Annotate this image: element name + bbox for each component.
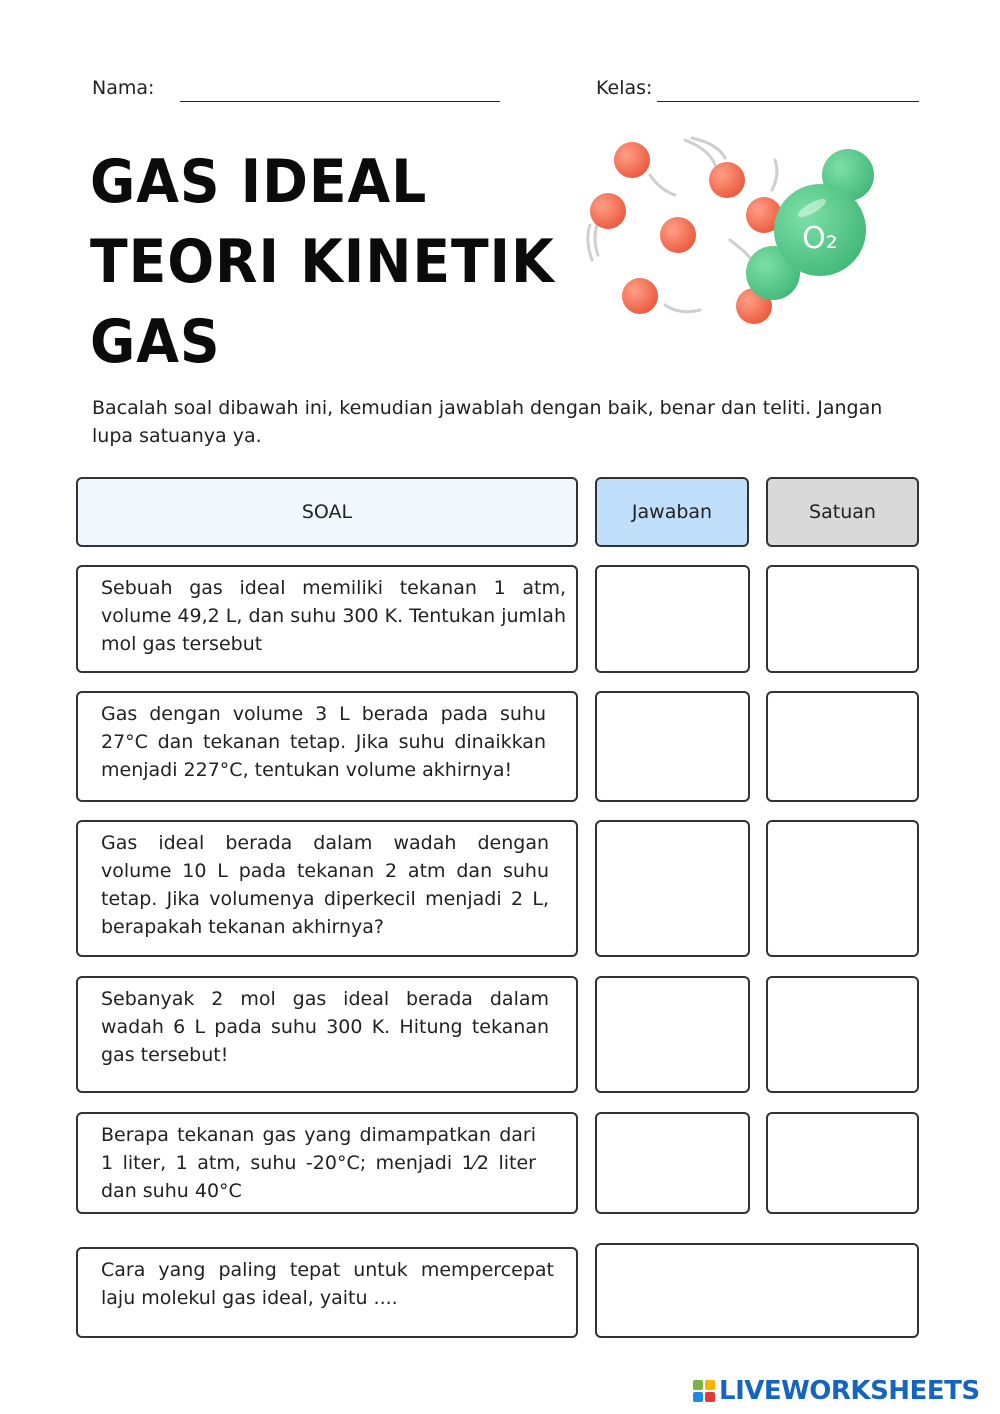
instruction-text: Bacalah soal dibawah ini, kemudian jawablah dengan baik, benar dan teliti. Jangan lupa satuanya ya. bbox=[92, 397, 883, 447]
title-line-2: TEORI KINETIK bbox=[90, 227, 555, 297]
header-satuan: Satuan bbox=[766, 477, 919, 547]
question-3: Gas ideal berada dalam wadah dengan volume 10 L pada tekanan 2 atm dan suhu tetap. Jika volumenya diperkecil menjadi 2 L, berapakah tekanan akhirnya? bbox=[76, 820, 578, 957]
question-1: Sebuah gas ideal memiliki tekanan 1 atm, volume 49,2 L, dan suhu 300 K. Tentukan jumlah mol gas tersebut bbox=[76, 565, 578, 673]
particle-group bbox=[590, 142, 782, 324]
answer-input-6[interactable] bbox=[595, 1243, 919, 1338]
question-2: Gas dengan volume 3 L berada pada suhu 27°C dan tekanan tetap. Jika suhu dinaikkan menjadi 227°C, tentukan volume akhirnya! bbox=[76, 691, 578, 802]
particle bbox=[590, 193, 626, 229]
unit-input-1[interactable] bbox=[766, 565, 919, 673]
particle bbox=[614, 142, 650, 178]
brand-text: LIVEWORKSHEETS bbox=[719, 1376, 980, 1406]
gas-particles-illustration bbox=[580, 130, 880, 340]
question-5: Berapa tekanan gas yang dimampatkan dari 1 liter, 1 atm, suhu -20°C; menjadi 1⁄2 liter dan suhu 40°C bbox=[76, 1112, 578, 1214]
class-label: Kelas: bbox=[596, 77, 653, 99]
answer-input-2[interactable] bbox=[595, 691, 750, 802]
header-soal: SOAL bbox=[76, 477, 578, 547]
unit-input-5[interactable] bbox=[766, 1112, 919, 1214]
name-label: Nama: bbox=[92, 77, 155, 99]
page-title bbox=[90, 142, 570, 382]
liveworksheets-icon bbox=[692, 1379, 716, 1403]
answer-input-5[interactable] bbox=[595, 1112, 750, 1214]
title-line-1: GAS IDEAL bbox=[90, 147, 428, 217]
title-line-3: GAS bbox=[90, 307, 221, 377]
question-6: Cara yang paling tepat untuk mempercepat laju molekul gas ideal, yaitu .... bbox=[76, 1247, 578, 1338]
question-4: Sebanyak 2 mol gas ideal berada dalam wadah 6 L pada suhu 300 K. Hitung tekanan gas tersebut! bbox=[76, 976, 578, 1093]
unit-input-3[interactable] bbox=[766, 820, 919, 957]
particle bbox=[622, 278, 658, 314]
unit-input-4[interactable] bbox=[766, 976, 919, 1093]
particle bbox=[660, 217, 696, 253]
molecule-label: O₂ bbox=[802, 221, 838, 256]
name-input-line[interactable] bbox=[180, 101, 500, 102]
answer-input-3[interactable] bbox=[595, 820, 750, 957]
answer-input-1[interactable] bbox=[595, 565, 750, 673]
particle bbox=[709, 162, 745, 198]
answer-input-4[interactable] bbox=[595, 976, 750, 1093]
class-input-line[interactable] bbox=[657, 101, 919, 102]
liveworksheets-logo bbox=[692, 1374, 980, 1408]
header-jawaban: Jawaban bbox=[595, 477, 749, 547]
unit-input-2[interactable] bbox=[766, 691, 919, 802]
